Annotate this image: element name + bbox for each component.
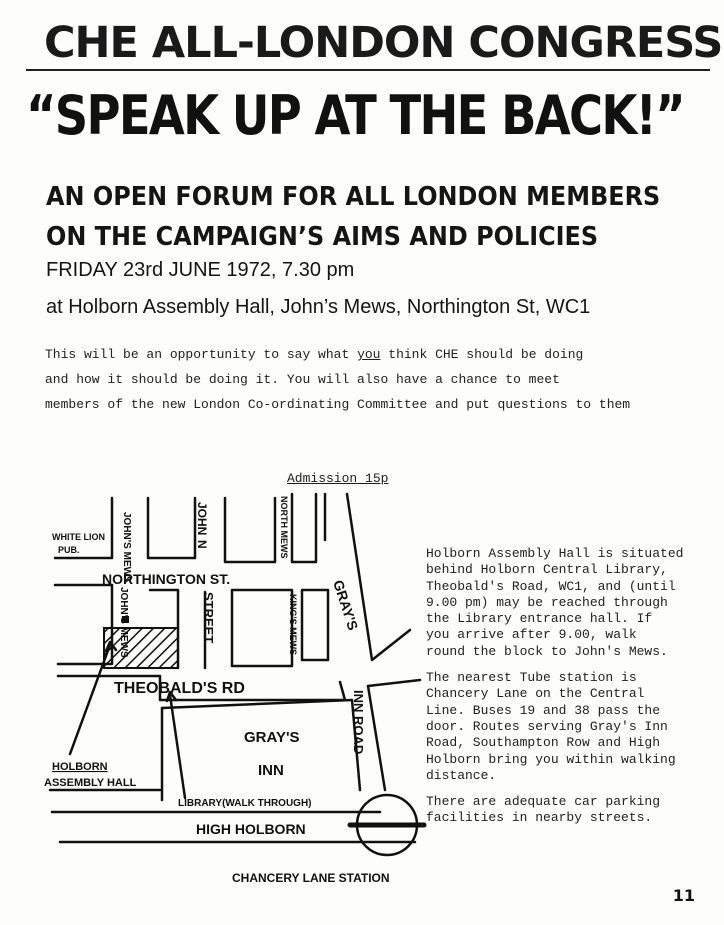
directions-line: behind Holborn Central Library, bbox=[426, 562, 668, 578]
map-label-theobalds-rd: THEOBALD'S RD bbox=[114, 680, 245, 697]
map-label-northington-st: NORTHINGTON ST. bbox=[102, 571, 231, 587]
directions-line: round the block to John's Mews. bbox=[426, 643, 668, 659]
map-label-library: LIBRARY(WALK THROUGH) bbox=[178, 798, 312, 809]
directions-line: Road, Southampton Row and High bbox=[426, 735, 661, 751]
map-road-edge bbox=[347, 494, 410, 660]
map-label-grays-inn: GRAY'S bbox=[244, 729, 300, 746]
map-label-john-street: STREET bbox=[201, 592, 216, 644]
directions-transport bbox=[426, 670, 683, 784]
map-pointer-arrow bbox=[170, 695, 185, 798]
map-label-john-street-n: N bbox=[195, 540, 209, 549]
map-label-pub: PUB. bbox=[58, 545, 80, 555]
map-label-north-mews: NORTH MEWS bbox=[279, 496, 289, 559]
masthead-rule bbox=[26, 69, 710, 71]
location-map bbox=[0, 460, 430, 890]
directions-line: facilities in nearby streets. bbox=[426, 810, 653, 826]
intro-text: This will be an opportunity to say what bbox=[45, 347, 358, 362]
map-road-edge bbox=[368, 686, 385, 790]
slogan-headline: “SPEAK UP AT THE BACK!” bbox=[26, 84, 684, 147]
map-label-chancery-station: CHANCERY LANE STATION bbox=[232, 871, 390, 885]
directions-line: The nearest Tube station is bbox=[426, 670, 637, 686]
intro-line-3: members of the new London Co-ordinating Committee and put questions to them bbox=[45, 397, 631, 412]
map-label-holborn: HOLBORN bbox=[52, 761, 108, 773]
map-block-outline bbox=[148, 498, 195, 558]
intro-line-2: and how it should be doing it. You will also have a chance to meet bbox=[45, 372, 560, 387]
directions-line: 9.00 pm) may be reached through bbox=[426, 594, 668, 610]
map-label-white-lion: WHITE LION bbox=[52, 532, 105, 542]
event-venue: at Holborn Assembly Hall, John’s Mews, Northington St, WC1 bbox=[46, 296, 591, 318]
directions-parking bbox=[426, 794, 683, 827]
forum-heading-line-2: ON THE CAMPAIGN’S AIMS AND POLICIES bbox=[46, 222, 599, 252]
directions-line: Theobald's Road, WC1, and (until bbox=[426, 578, 676, 594]
directions-hall bbox=[426, 546, 683, 660]
directions-line: Holborn bring you within walking bbox=[426, 751, 676, 767]
directions-line: door. Routes serving Gray's Inn bbox=[426, 718, 668, 734]
map-label-johns-mews-top: JOHN'S MEWS bbox=[121, 512, 132, 583]
page-number: 11 bbox=[672, 886, 695, 905]
directions-line: you arrive after 9.00, walk bbox=[426, 627, 637, 643]
map-block-outline bbox=[225, 498, 275, 562]
forum-heading-line-1: AN OPEN FORUM FOR ALL LONDON MEMBERS bbox=[46, 182, 661, 212]
map-block-outline bbox=[232, 590, 292, 666]
admission-price: Admission 15p bbox=[287, 471, 389, 486]
masthead-title: CHE ALL-LONDON CONGRESS bbox=[44, 18, 723, 68]
assembly-hall-marker bbox=[104, 628, 178, 668]
map-road-edge bbox=[368, 680, 420, 686]
directions-line: Holborn Assembly Hall is situated bbox=[426, 546, 684, 561]
event-date: FRIDAY 23rd JUNE 1972, 7.30 pm bbox=[46, 259, 355, 281]
directions-line: Chancery Lane on the Central bbox=[426, 686, 645, 702]
map-block-outline bbox=[292, 494, 316, 562]
map-label-johns-mews-lower: JOHN'S MEWS bbox=[118, 587, 129, 658]
map-label-inn-road: INN ROAD bbox=[351, 690, 366, 755]
directions-text bbox=[426, 546, 683, 837]
map-block-outline bbox=[302, 590, 328, 660]
map-label-assembly-hall: ASSEMBLY HALL bbox=[44, 777, 137, 789]
intro-line-1 bbox=[45, 347, 583, 362]
directions-line: the Library entrance hall. If bbox=[426, 611, 653, 627]
directions-line: There are adequate car parking bbox=[426, 794, 661, 810]
map-label-grays-inn-road: GRAY'S bbox=[330, 577, 362, 633]
intro-text: think CHE should be doing bbox=[380, 347, 584, 362]
directions-line: Line. Buses 19 and 38 pass the bbox=[426, 702, 661, 718]
map-label-high-holborn: HIGH HOLBORN bbox=[196, 821, 306, 837]
map-label-kings-mews: KING'S MEWS bbox=[288, 594, 298, 656]
directions-line: distance. bbox=[426, 767, 497, 783]
map-label-john-street-top: JOHN bbox=[195, 502, 209, 536]
map-label-inn: INN bbox=[258, 762, 284, 779]
intro-emphasis: you bbox=[357, 347, 381, 362]
